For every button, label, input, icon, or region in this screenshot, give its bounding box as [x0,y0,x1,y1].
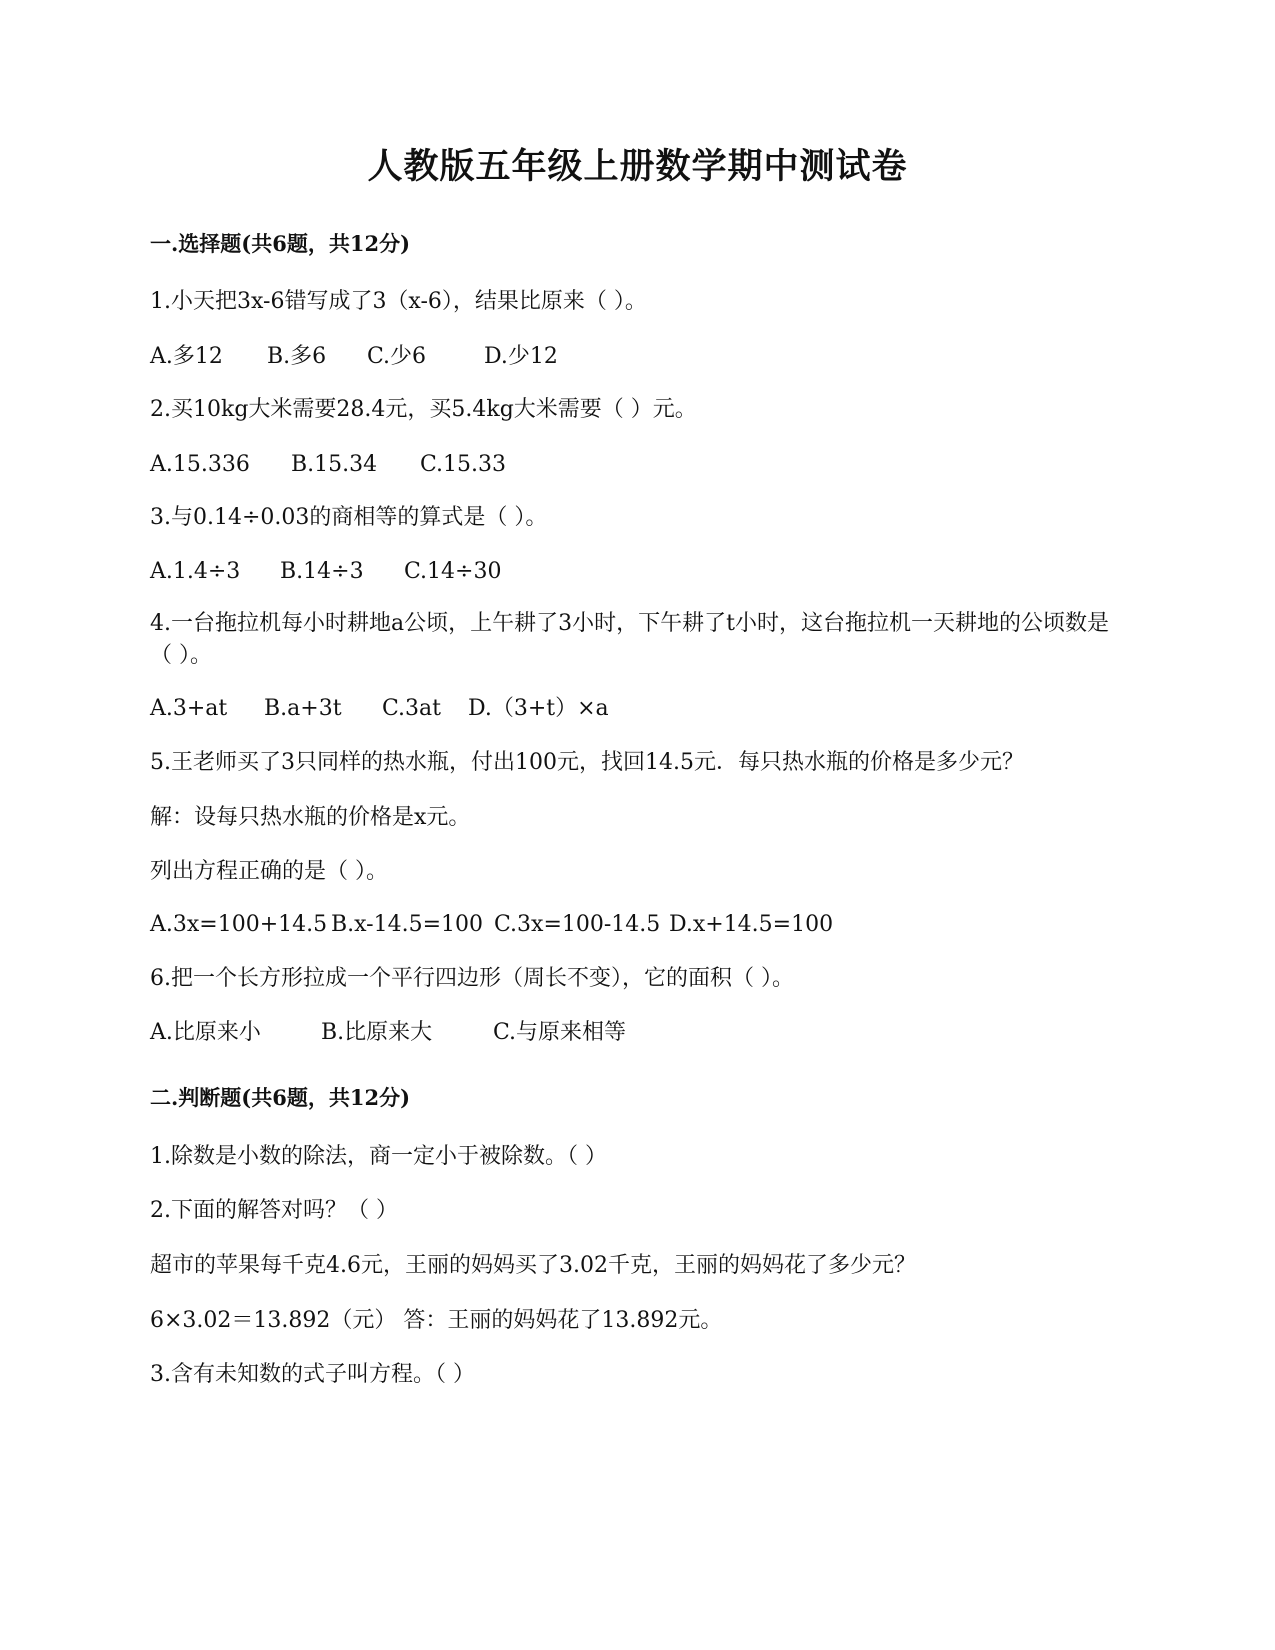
option-d: D.少12 [484,344,558,369]
option-a: A.3+at [150,696,228,721]
question-4-options [150,693,609,725]
option-b: B.x-14.5=100 [331,912,484,937]
section-heading-judgement: 二.判断题(共6题，共12分) [150,1085,411,1110]
option-b: B.比原来大 [321,1020,433,1045]
question-6-stem: 6.把一个长方形拉成一个平行四边形（周长不变），它的面积（ ）。 [150,966,794,991]
question-5-ask: 列出方程正确的是（ ）。 [150,859,388,884]
option-c: C.14÷30 [404,559,502,584]
option-b: B.14÷3 [280,559,364,584]
page-title: 人教版五年级上册数学期中测试卷 [367,146,908,187]
option-b: B.多6 [267,344,327,369]
question-3-options [150,556,501,588]
option-c: C.少6 [367,344,427,369]
option-b: B.15.34 [291,452,378,477]
question-2-options [150,449,506,481]
option-c: C.与原来相等 [493,1020,627,1045]
option-c: C.3at [382,696,441,721]
option-c: C.15.33 [420,452,507,477]
judgement-2-problem: 超市的苹果每千克4.6元，王丽的妈妈买了3.02千克，王丽的妈妈花了多少元？ [150,1253,916,1278]
question-3-stem: 3.与0.14÷0.03的商相等的算式是（ ）。 [150,505,548,530]
option-a: A.多12 [150,344,223,369]
option-a: A.比原来小 [150,1020,261,1045]
question-1-options [150,341,558,373]
question-5-stem: 5.王老师买了3只同样的热水瓶，付出100元，找回14.5元．每只热水瓶的价格是多少元？ [150,750,1024,775]
option-d: D.（3+t）×a [468,696,609,721]
question-4-stem: 4.一台拖拉机每小时耕地a公顷，上午耕了3小时，下午耕了t小时，这台拖拉机一天耕地的公顷数是（ ）。 [150,611,1109,668]
judgement-3: 3.含有未知数的式子叫方程。（ ） [150,1362,475,1387]
question-5-solution: 解：设每只热水瓶的价格是x元。 [150,805,471,830]
judgement-2-answer: 6×3.02＝13.892（元） 答：王丽的妈妈花了13.892元。 [150,1308,723,1333]
question-2-stem: 2.买10kg大米需要28.4元，买5.4kg大米需要（ ）元。 [150,397,697,422]
judgement-1: 1.除数是小数的除法，商一定小于被除数。（ ） [150,1144,607,1169]
option-a: A.1.4÷3 [150,559,241,584]
option-a: A.3x=100+14.5 [150,912,328,937]
option-b: B.a+3t [264,696,342,721]
question-6-options [150,1017,626,1049]
option-d: D.x+14.5=100 [669,912,834,937]
question-5-options [150,909,833,941]
judgement-2: 2.下面的解答对吗？（ ） [150,1198,398,1223]
option-a: A.15.336 [150,452,250,477]
option-c: C.3x=100-14.5 [494,912,661,937]
section-heading-choice: 一.选择题(共6题，共12分) [150,231,411,256]
question-1-stem: 1.小天把3x-6错写成了3（x-6），结果比原来（ ）。 [150,289,647,314]
